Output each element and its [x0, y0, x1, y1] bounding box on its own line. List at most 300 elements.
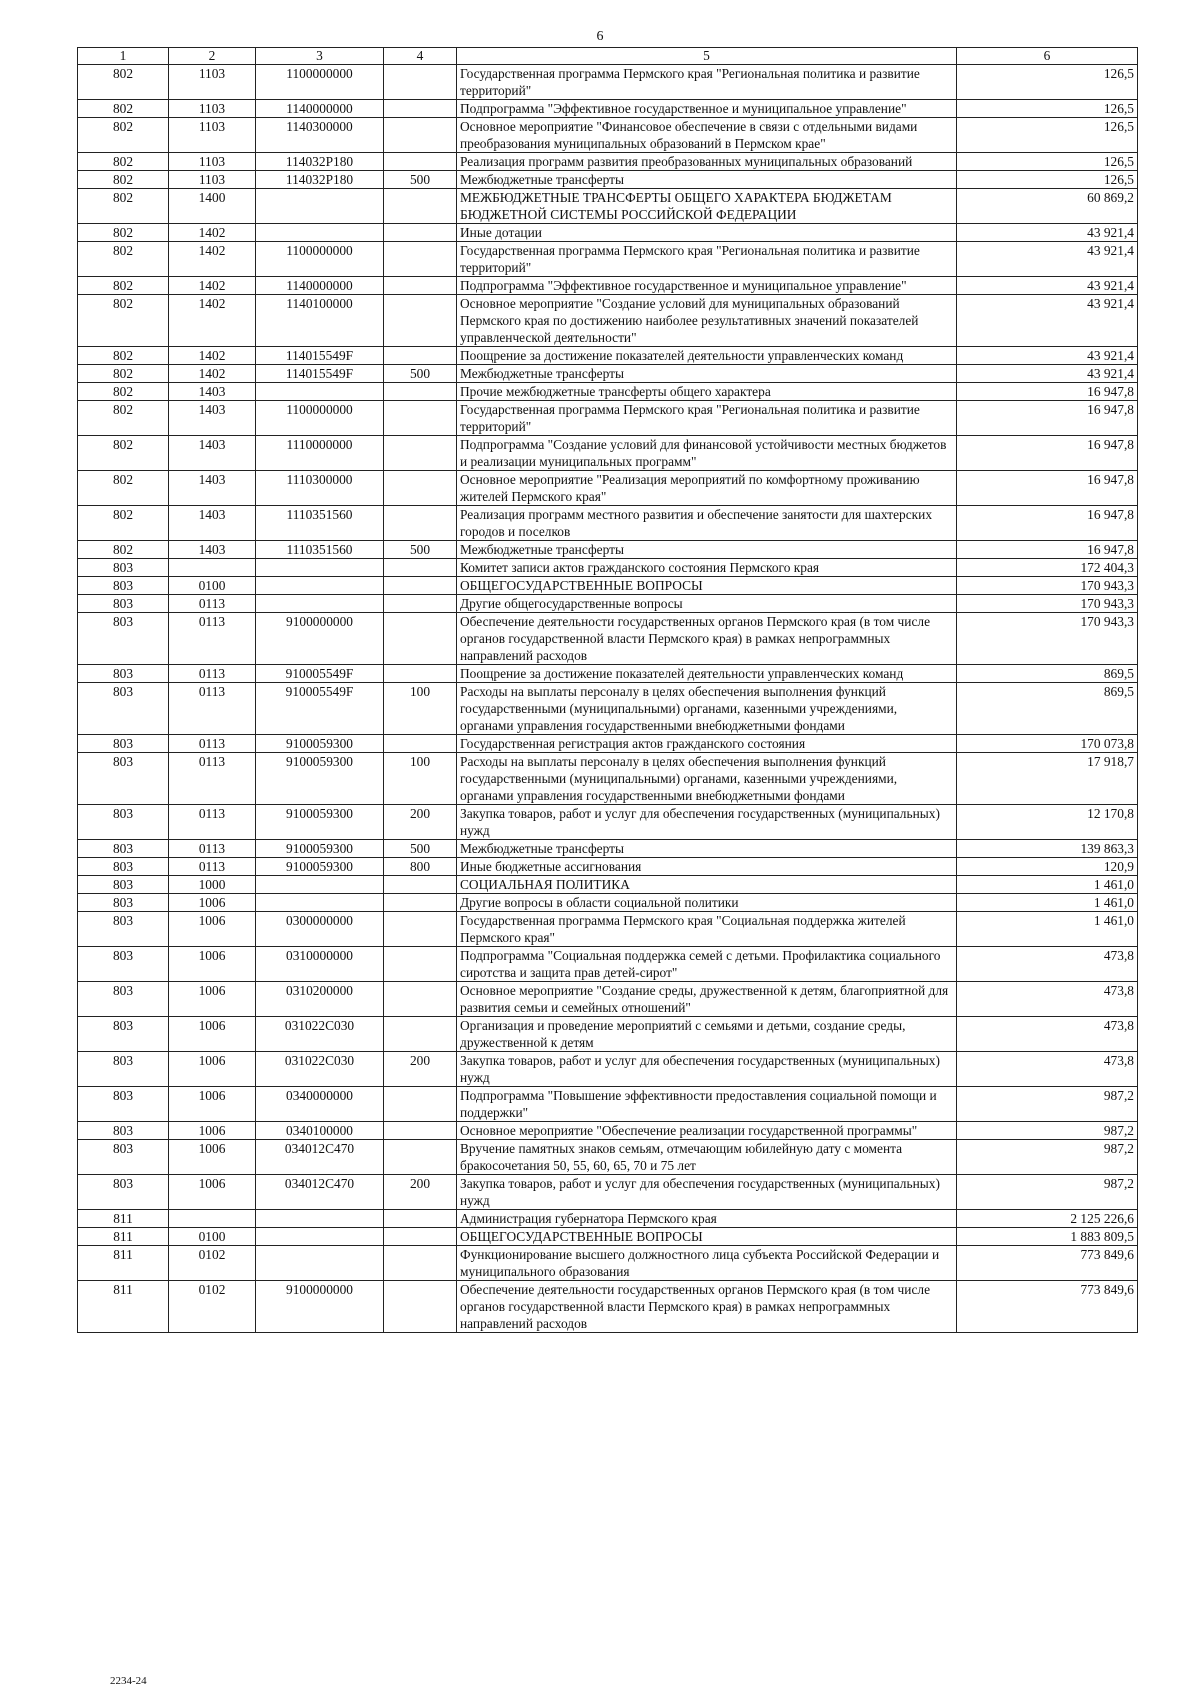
ministry-code-cell: 802: [78, 224, 169, 242]
table-row: [78, 912, 1138, 947]
item-name-cell: Закупка товаров, работ и услуг для обеспечения государственных (муниципальных) нужд: [457, 1052, 957, 1087]
section-code-cell: 1403: [169, 383, 256, 401]
item-name-cell: Функционирование высшего должностного лица субъекта Российской Федерации и муниципального образования: [457, 1246, 957, 1281]
ministry-code-cell: 802: [78, 401, 169, 436]
section-code-cell: 1103: [169, 100, 256, 118]
target-article-cell: 031022C030: [256, 1052, 384, 1087]
ministry-code-cell: 803: [78, 559, 169, 577]
section-code-cell: 0113: [169, 683, 256, 735]
target-article-cell: 0310000000: [256, 947, 384, 982]
target-article-cell: [256, 894, 384, 912]
section-code-cell: 1006: [169, 1017, 256, 1052]
ministry-code-cell: 803: [78, 1052, 169, 1087]
item-name-cell: Основное мероприятие "Создание среды, дружественной к детям, благоприятной для развития семьи и семейных отношений": [457, 982, 957, 1017]
expense-type-cell: [384, 947, 457, 982]
item-name-cell: Подпрограмма "Эффективное государственное и муниципальное управление": [457, 277, 957, 295]
amount-cell: 16 947,8: [957, 383, 1138, 401]
table-row: [78, 735, 1138, 753]
section-code-cell: [169, 559, 256, 577]
expense-type-cell: [384, 1140, 457, 1175]
ministry-code-cell: 803: [78, 613, 169, 665]
table-row: [78, 295, 1138, 347]
expense-type-cell: 800: [384, 858, 457, 876]
amount-cell: 43 921,4: [957, 277, 1138, 295]
amount-cell: 2 125 226,6: [957, 1210, 1138, 1228]
section-code-cell: 1403: [169, 506, 256, 541]
item-name-cell: Реализация программ местного развития и обеспечение занятости для шахтерских городов и поселков: [457, 506, 957, 541]
ministry-code-cell: 802: [78, 189, 169, 224]
target-article-cell: 0310200000: [256, 982, 384, 1017]
expense-type-cell: 200: [384, 1175, 457, 1210]
section-code-cell: 1103: [169, 65, 256, 100]
ministry-code-cell: 803: [78, 1017, 169, 1052]
item-name-cell: Государственная программа Пермского края "Региональная политика и развитие территорий": [457, 65, 957, 100]
table-row: [78, 665, 1138, 683]
amount-cell: 987,2: [957, 1087, 1138, 1122]
section-code-cell: 1006: [169, 1140, 256, 1175]
expense-type-cell: [384, 894, 457, 912]
expense-type-cell: 500: [384, 840, 457, 858]
item-name-cell: Обеспечение деятельности государственных органов Пермского края (в том числе органов государственной власти Пермского края) в рамках непрограммных направлений расходов: [457, 613, 957, 665]
ministry-code-cell: 803: [78, 805, 169, 840]
target-article-cell: 1140100000: [256, 295, 384, 347]
table-row: [78, 365, 1138, 383]
target-article-cell: 1100000000: [256, 401, 384, 436]
amount-cell: 473,8: [957, 1052, 1138, 1087]
section-code-cell: 1006: [169, 947, 256, 982]
expense-type-cell: [384, 613, 457, 665]
table-row: [78, 1281, 1138, 1333]
item-name-cell: Основное мероприятие "Реализация мероприятий по комфортному проживанию жителей Пермского края": [457, 471, 957, 506]
ministry-code-cell: 803: [78, 735, 169, 753]
item-name-cell: Основное мероприятие "Создание условий для муниципальных образований Пермского края по достижению наиболее результативных значений показателей управленческой деятельности": [457, 295, 957, 347]
expense-type-cell: 500: [384, 171, 457, 189]
column-header: 1: [78, 48, 169, 65]
expense-type-cell: [384, 118, 457, 153]
expense-type-cell: 100: [384, 753, 457, 805]
ministry-code-cell: 802: [78, 100, 169, 118]
item-name-cell: Организация и проведение мероприятий с семьями и детьми, создание среды, дружественной к детям: [457, 1017, 957, 1052]
table-row: [78, 1175, 1138, 1210]
item-name-cell: Государственная регистрация актов гражданского состояния: [457, 735, 957, 753]
amount-cell: 869,5: [957, 665, 1138, 683]
amount-cell: 43 921,4: [957, 242, 1138, 277]
section-code-cell: 1000: [169, 876, 256, 894]
ministry-code-cell: 803: [78, 1087, 169, 1122]
item-name-cell: Прочие межбюджетные трансферты общего характера: [457, 383, 957, 401]
table-row: [78, 1210, 1138, 1228]
section-code-cell: 1402: [169, 224, 256, 242]
table-row: [78, 65, 1138, 100]
target-article-cell: [256, 876, 384, 894]
item-name-cell: ОБЩЕГОСУДАРСТВЕННЫЕ ВОПРОСЫ: [457, 1228, 957, 1246]
target-article-cell: 0340000000: [256, 1087, 384, 1122]
amount-cell: 43 921,4: [957, 224, 1138, 242]
amount-cell: 987,2: [957, 1140, 1138, 1175]
expense-type-cell: [384, 100, 457, 118]
table-row: [78, 805, 1138, 840]
expense-type-cell: 100: [384, 683, 457, 735]
section-code-cell: 0113: [169, 735, 256, 753]
target-article-cell: [256, 1210, 384, 1228]
expense-type-cell: [384, 153, 457, 171]
ministry-code-cell: 803: [78, 665, 169, 683]
section-code-cell: [169, 1210, 256, 1228]
target-article-cell: 9100059300: [256, 753, 384, 805]
section-code-cell: 0113: [169, 665, 256, 683]
item-name-cell: Иные дотации: [457, 224, 957, 242]
amount-cell: 869,5: [957, 683, 1138, 735]
table-row: [78, 118, 1138, 153]
amount-cell: 60 869,2: [957, 189, 1138, 224]
ministry-code-cell: 803: [78, 858, 169, 876]
item-name-cell: Расходы на выплаты персоналу в целях обеспечения выполнения функций государственными (муниципальными) органами, казенными учреждениями, органами управления государственными внебюджетными фондами: [457, 683, 957, 735]
table-row: [78, 559, 1138, 577]
expense-type-cell: [384, 189, 457, 224]
item-name-cell: Подпрограмма "Повышение эффективности предоставления социальной помощи и поддержки": [457, 1087, 957, 1122]
table-row: [78, 1228, 1138, 1246]
table-row: [78, 242, 1138, 277]
table-row: [78, 171, 1138, 189]
section-code-cell: 1006: [169, 894, 256, 912]
table-row: [78, 683, 1138, 735]
item-name-cell: Закупка товаров, работ и услуг для обеспечения государственных (муниципальных) нужд: [457, 1175, 957, 1210]
amount-cell: 473,8: [957, 1017, 1138, 1052]
ministry-code-cell: 803: [78, 683, 169, 735]
target-article-cell: 114032P180: [256, 171, 384, 189]
item-name-cell: Другие вопросы в области социальной политики: [457, 894, 957, 912]
column-header: 2: [169, 48, 256, 65]
target-article-cell: 0340100000: [256, 1122, 384, 1140]
target-article-cell: 910005549F: [256, 683, 384, 735]
ministry-code-cell: 803: [78, 912, 169, 947]
table-row: [78, 613, 1138, 665]
item-name-cell: Реализация программ развития преобразованных муниципальных образований: [457, 153, 957, 171]
target-article-cell: 9100059300: [256, 735, 384, 753]
ministry-code-cell: 802: [78, 347, 169, 365]
amount-cell: 987,2: [957, 1175, 1138, 1210]
target-article-cell: 1110300000: [256, 471, 384, 506]
amount-cell: 16 947,8: [957, 506, 1138, 541]
ministry-code-cell: 802: [78, 277, 169, 295]
target-article-cell: [256, 595, 384, 613]
target-article-cell: [256, 577, 384, 595]
target-article-cell: 9100059300: [256, 858, 384, 876]
ministry-code-cell: 803: [78, 947, 169, 982]
target-article-cell: 1140300000: [256, 118, 384, 153]
amount-cell: 170 943,3: [957, 595, 1138, 613]
page-number: 6: [596, 29, 604, 44]
amount-cell: 1 461,0: [957, 912, 1138, 947]
item-name-cell: Другие общегосударственные вопросы: [457, 595, 957, 613]
target-article-cell: [256, 1246, 384, 1281]
ministry-code-cell: 802: [78, 383, 169, 401]
column-header: 4: [384, 48, 457, 65]
expense-type-cell: [384, 436, 457, 471]
amount-cell: 126,5: [957, 100, 1138, 118]
expense-type-cell: [384, 595, 457, 613]
target-article-cell: 1140000000: [256, 277, 384, 295]
ministry-code-cell: 803: [78, 840, 169, 858]
document-code: 2234-24: [110, 1675, 147, 1687]
ministry-code-cell: 803: [78, 577, 169, 595]
item-name-cell: МЕЖБЮДЖЕТНЫЕ ТРАНСФЕРТЫ ОБЩЕГО ХАРАКТЕРА БЮДЖЕТАМ БЮДЖЕТНОЙ СИСТЕМЫ РОССИЙСКОЙ ФЕДЕРАЦИИ: [457, 189, 957, 224]
expense-type-cell: [384, 383, 457, 401]
amount-cell: 473,8: [957, 982, 1138, 1017]
section-code-cell: 0100: [169, 1228, 256, 1246]
expense-type-cell: [384, 506, 457, 541]
expense-type-cell: [384, 982, 457, 1017]
ministry-code-cell: 803: [78, 1140, 169, 1175]
expense-type-cell: [384, 277, 457, 295]
item-name-cell: Комитет записи актов гражданского состояния Пермского края: [457, 559, 957, 577]
expense-type-cell: [384, 1228, 457, 1246]
table-row: [78, 577, 1138, 595]
table-row: [78, 401, 1138, 436]
item-name-cell: Межбюджетные трансферты: [457, 365, 957, 383]
ministry-code-cell: 802: [78, 541, 169, 559]
ministry-code-cell: 803: [78, 595, 169, 613]
amount-cell: 473,8: [957, 947, 1138, 982]
expense-type-cell: 200: [384, 805, 457, 840]
column-header: 3: [256, 48, 384, 65]
target-article-cell: [256, 189, 384, 224]
ministry-code-cell: 803: [78, 876, 169, 894]
amount-cell: 16 947,8: [957, 401, 1138, 436]
ministry-code-cell: 802: [78, 118, 169, 153]
amount-cell: 17 918,7: [957, 753, 1138, 805]
section-code-cell: 1103: [169, 171, 256, 189]
item-name-cell: СОЦИАЛЬНАЯ ПОЛИТИКА: [457, 876, 957, 894]
expense-type-cell: [384, 401, 457, 436]
amount-cell: 16 947,8: [957, 471, 1138, 506]
expense-type-cell: [384, 1246, 457, 1281]
section-code-cell: 1402: [169, 365, 256, 383]
expense-type-cell: [384, 1017, 457, 1052]
item-name-cell: Основное мероприятие "Финансовое обеспечение в связи с отдельными видами преобразования муниципальных образований в Пермском крае": [457, 118, 957, 153]
expense-type-cell: [384, 1087, 457, 1122]
table-header-row: [78, 48, 1138, 65]
expense-type-cell: [384, 242, 457, 277]
section-code-cell: 1103: [169, 153, 256, 171]
ministry-code-cell: 811: [78, 1210, 169, 1228]
table-row: [78, 347, 1138, 365]
target-article-cell: 9100059300: [256, 805, 384, 840]
target-article-cell: 1100000000: [256, 242, 384, 277]
section-code-cell: 0113: [169, 805, 256, 840]
target-article-cell: 9100059300: [256, 840, 384, 858]
expense-type-cell: [384, 295, 457, 347]
ministry-code-cell: 802: [78, 365, 169, 383]
target-article-cell: 1110351560: [256, 541, 384, 559]
ministry-code-cell: 802: [78, 506, 169, 541]
ministry-code-cell: 811: [78, 1246, 169, 1281]
item-name-cell: Межбюджетные трансферты: [457, 541, 957, 559]
expense-type-cell: [384, 912, 457, 947]
amount-cell: 170 943,3: [957, 577, 1138, 595]
item-name-cell: Администрация губернатора Пермского края: [457, 1210, 957, 1228]
expense-type-cell: [384, 559, 457, 577]
target-article-cell: 114015549F: [256, 365, 384, 383]
amount-cell: 773 849,6: [957, 1281, 1138, 1333]
target-article-cell: 910005549F: [256, 665, 384, 683]
section-code-cell: 0100: [169, 577, 256, 595]
section-code-cell: 0102: [169, 1281, 256, 1333]
table-row: [78, 1087, 1138, 1122]
ministry-code-cell: 802: [78, 436, 169, 471]
item-name-cell: Обеспечение деятельности государственных органов Пермского края (в том числе органов государственной власти Пермского края) в рамках непрограммных направлений расходов: [457, 1281, 957, 1333]
amount-cell: 43 921,4: [957, 365, 1138, 383]
section-code-cell: 1006: [169, 912, 256, 947]
ministry-code-cell: 803: [78, 753, 169, 805]
ministry-code-cell: 803: [78, 894, 169, 912]
amount-cell: 773 849,6: [957, 1246, 1138, 1281]
expense-type-cell: 500: [384, 541, 457, 559]
section-code-cell: 1006: [169, 1087, 256, 1122]
target-article-cell: 034012C470: [256, 1175, 384, 1210]
amount-cell: 16 947,8: [957, 541, 1138, 559]
item-name-cell: Закупка товаров, работ и услуг для обеспечения государственных (муниципальных) нужд: [457, 805, 957, 840]
amount-cell: 172 404,3: [957, 559, 1138, 577]
section-code-cell: 1006: [169, 1052, 256, 1087]
amount-cell: 1 461,0: [957, 894, 1138, 912]
amount-cell: 987,2: [957, 1122, 1138, 1140]
ministry-code-cell: 803: [78, 982, 169, 1017]
section-code-cell: 0113: [169, 840, 256, 858]
table-row: [78, 947, 1138, 982]
section-code-cell: 1103: [169, 118, 256, 153]
table-row: [78, 100, 1138, 118]
amount-cell: 126,5: [957, 153, 1138, 171]
item-name-cell: ОБЩЕГОСУДАРСТВЕННЫЕ ВОПРОСЫ: [457, 577, 957, 595]
ministry-code-cell: 802: [78, 65, 169, 100]
table-row: [78, 753, 1138, 805]
expense-type-cell: 500: [384, 365, 457, 383]
amount-cell: 170 943,3: [957, 613, 1138, 665]
table-row: [78, 1052, 1138, 1087]
section-code-cell: 0113: [169, 753, 256, 805]
amount-cell: 1 461,0: [957, 876, 1138, 894]
table-row: [78, 982, 1138, 1017]
target-article-cell: 0300000000: [256, 912, 384, 947]
table-row: [78, 595, 1138, 613]
ministry-code-cell: 802: [78, 242, 169, 277]
item-name-cell: Государственная программа Пермского края "Региональная политика и развитие территорий": [457, 401, 957, 436]
expense-type-cell: [384, 65, 457, 100]
target-article-cell: 1100000000: [256, 65, 384, 100]
table-row: [78, 876, 1138, 894]
section-code-cell: 1403: [169, 471, 256, 506]
table-row: [78, 189, 1138, 224]
table-row: [78, 1140, 1138, 1175]
column-header: 5: [457, 48, 957, 65]
table-row: [78, 894, 1138, 912]
section-code-cell: 1402: [169, 295, 256, 347]
item-name-cell: Вручение памятных знаков семьям, отмечающим юбилейную дату с момента бракосочетания 50, 55, 60, 65, 70 и 75 лет: [457, 1140, 957, 1175]
target-article-cell: 1110351560: [256, 506, 384, 541]
expense-type-cell: [384, 1281, 457, 1333]
amount-cell: 12 170,8: [957, 805, 1138, 840]
budget-table: [77, 47, 1138, 1333]
target-article-cell: 114015549F: [256, 347, 384, 365]
amount-cell: 16 947,8: [957, 436, 1138, 471]
expense-type-cell: [384, 1210, 457, 1228]
expense-type-cell: [384, 224, 457, 242]
item-name-cell: Иные бюджетные ассигнования: [457, 858, 957, 876]
amount-cell: 139 863,3: [957, 840, 1138, 858]
column-header: 6: [957, 48, 1138, 65]
amount-cell: 43 921,4: [957, 347, 1138, 365]
item-name-cell: Подпрограмма "Эффективное государственное и муниципальное управление": [457, 100, 957, 118]
table-row: [78, 506, 1138, 541]
section-code-cell: 1403: [169, 436, 256, 471]
item-name-cell: Подпрограмма "Социальная поддержка семей с детьми. Профилактика социального сиротства и защита прав детей-сирот": [457, 947, 957, 982]
section-code-cell: 0113: [169, 858, 256, 876]
expense-type-cell: [384, 735, 457, 753]
table-row: [78, 858, 1138, 876]
amount-cell: 126,5: [957, 65, 1138, 100]
expense-type-cell: 200: [384, 1052, 457, 1087]
table-row: [78, 153, 1138, 171]
section-code-cell: 1006: [169, 1175, 256, 1210]
amount-cell: 43 921,4: [957, 295, 1138, 347]
table-row: [78, 1017, 1138, 1052]
expense-type-cell: [384, 577, 457, 595]
section-code-cell: 0113: [169, 613, 256, 665]
item-name-cell: Подпрограмма "Создание условий для финансовой устойчивости местных бюджетов и реализации муниципальных программ": [457, 436, 957, 471]
target-article-cell: 9100000000: [256, 1281, 384, 1333]
amount-cell: 120,9: [957, 858, 1138, 876]
target-article-cell: [256, 383, 384, 401]
ministry-code-cell: 811: [78, 1228, 169, 1246]
section-code-cell: 1006: [169, 1122, 256, 1140]
table-row: [78, 840, 1138, 858]
expense-type-cell: [384, 665, 457, 683]
expense-type-cell: [384, 471, 457, 506]
target-article-cell: [256, 559, 384, 577]
amount-cell: 126,5: [957, 118, 1138, 153]
table-row: [78, 383, 1138, 401]
section-code-cell: 1400: [169, 189, 256, 224]
ministry-code-cell: 803: [78, 1122, 169, 1140]
amount-cell: 126,5: [957, 171, 1138, 189]
table-row: [78, 277, 1138, 295]
ministry-code-cell: 802: [78, 295, 169, 347]
section-code-cell: 1006: [169, 982, 256, 1017]
table-row: [78, 1122, 1138, 1140]
target-article-cell: 9100000000: [256, 613, 384, 665]
expense-type-cell: [384, 876, 457, 894]
table-row: [78, 436, 1138, 471]
item-name-cell: Государственная программа Пермского края "Региональная политика и развитие территорий": [457, 242, 957, 277]
item-name-cell: Межбюджетные трансферты: [457, 840, 957, 858]
ministry-code-cell: 802: [78, 153, 169, 171]
target-article-cell: 114032P180: [256, 153, 384, 171]
amount-cell: 1 883 809,5: [957, 1228, 1138, 1246]
ministry-code-cell: 802: [78, 171, 169, 189]
target-article-cell: 034012C470: [256, 1140, 384, 1175]
item-name-cell: Расходы на выплаты персоналу в целях обеспечения выполнения функций государственными (муниципальными) органами, казенными учреждениями, органами управления государственными внебюджетными фондами: [457, 753, 957, 805]
item-name-cell: Межбюджетные трансферты: [457, 171, 957, 189]
section-code-cell: 0113: [169, 595, 256, 613]
table-body: [78, 65, 1138, 1333]
item-name-cell: Поощрение за достижение показателей деятельности управленческих команд: [457, 347, 957, 365]
target-article-cell: 1110000000: [256, 436, 384, 471]
amount-cell: 170 073,8: [957, 735, 1138, 753]
section-code-cell: 1403: [169, 401, 256, 436]
ministry-code-cell: 802: [78, 471, 169, 506]
table-row: [78, 471, 1138, 506]
